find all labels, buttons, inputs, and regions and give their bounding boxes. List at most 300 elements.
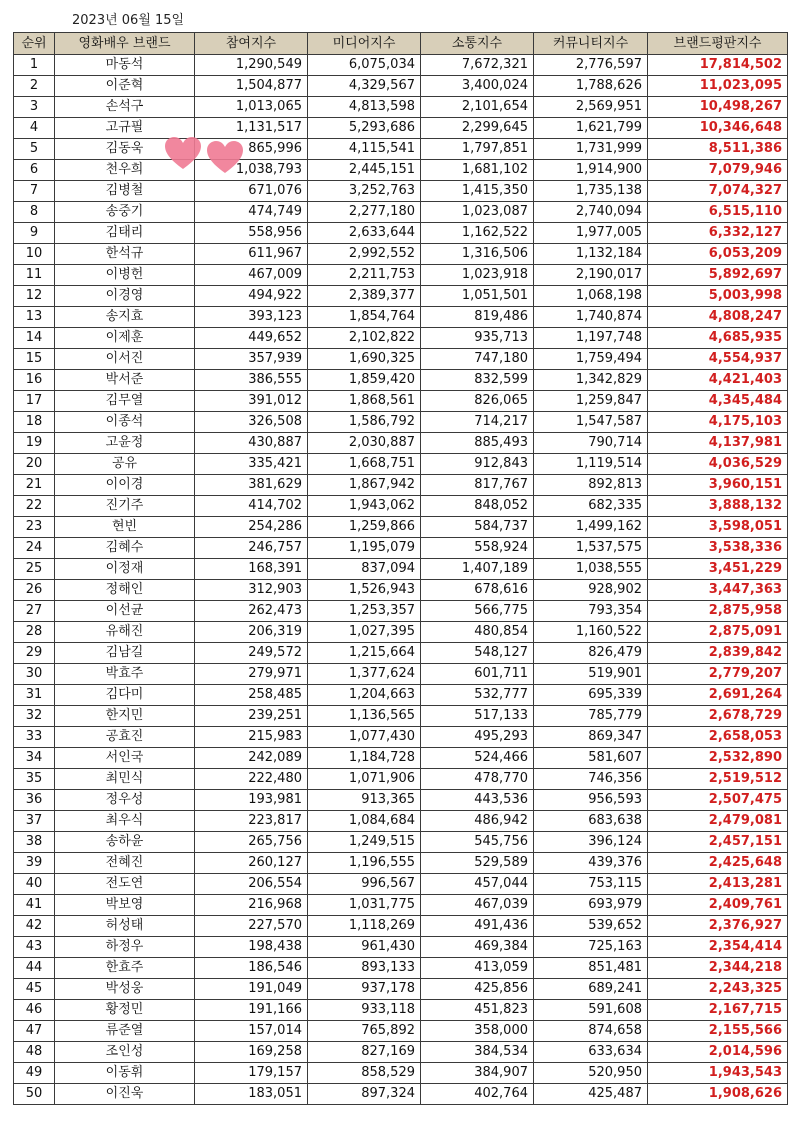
community-cell: 1,735,138 bbox=[534, 181, 648, 202]
actor-name-cell: 조인성 bbox=[55, 1042, 195, 1063]
media-cell: 1,184,728 bbox=[308, 748, 421, 769]
table-row bbox=[14, 76, 788, 97]
actor-name-cell: 고규필 bbox=[55, 118, 195, 139]
table-row bbox=[14, 454, 788, 475]
community-cell: 520,950 bbox=[534, 1063, 648, 1084]
header-rank: 순위 bbox=[14, 33, 55, 55]
participation-cell: 246,757 bbox=[195, 538, 308, 559]
media-cell: 937,178 bbox=[308, 979, 421, 1000]
communication-cell: 529,589 bbox=[421, 853, 534, 874]
participation-cell: 249,572 bbox=[195, 643, 308, 664]
table-row bbox=[14, 790, 788, 811]
brand-score-cell: 3,598,051 bbox=[648, 517, 788, 538]
brand-score-cell: 6,053,209 bbox=[648, 244, 788, 265]
participation-cell: 611,967 bbox=[195, 244, 308, 265]
media-cell: 1,136,565 bbox=[308, 706, 421, 727]
actor-name-cell: 이이경 bbox=[55, 475, 195, 496]
rank-cell: 2 bbox=[14, 76, 55, 97]
media-cell: 1,204,663 bbox=[308, 685, 421, 706]
rank-cell: 47 bbox=[14, 1021, 55, 1042]
communication-cell: 678,616 bbox=[421, 580, 534, 601]
table-row bbox=[14, 601, 788, 622]
communication-cell: 3,400,024 bbox=[421, 76, 534, 97]
community-cell: 1,537,575 bbox=[534, 538, 648, 559]
communication-cell: 384,907 bbox=[421, 1063, 534, 1084]
brand-score-cell: 2,519,512 bbox=[648, 769, 788, 790]
community-cell: 683,638 bbox=[534, 811, 648, 832]
communication-cell: 558,924 bbox=[421, 538, 534, 559]
table-row bbox=[14, 643, 788, 664]
participation-cell: 258,485 bbox=[195, 685, 308, 706]
communication-cell: 491,436 bbox=[421, 916, 534, 937]
communication-cell: 425,856 bbox=[421, 979, 534, 1000]
brand-score-cell: 10,346,648 bbox=[648, 118, 788, 139]
table-row bbox=[14, 727, 788, 748]
brand-score-cell: 5,892,697 bbox=[648, 265, 788, 286]
rank-cell: 31 bbox=[14, 685, 55, 706]
media-cell: 1,118,269 bbox=[308, 916, 421, 937]
rank-cell: 37 bbox=[14, 811, 55, 832]
communication-cell: 548,127 bbox=[421, 643, 534, 664]
actor-name-cell: 전혜진 bbox=[55, 853, 195, 874]
participation-cell: 183,051 bbox=[195, 1084, 308, 1105]
community-cell: 892,813 bbox=[534, 475, 648, 496]
media-cell: 4,813,598 bbox=[308, 97, 421, 118]
brand-score-cell: 7,074,327 bbox=[648, 181, 788, 202]
rank-cell: 16 bbox=[14, 370, 55, 391]
brand-score-cell: 6,515,110 bbox=[648, 202, 788, 223]
table-row bbox=[14, 412, 788, 433]
table-row bbox=[14, 349, 788, 370]
communication-cell: 566,775 bbox=[421, 601, 534, 622]
rank-cell: 25 bbox=[14, 559, 55, 580]
community-cell: 2,776,597 bbox=[534, 55, 648, 76]
actor-name-cell: 황정민 bbox=[55, 1000, 195, 1021]
community-cell: 693,979 bbox=[534, 895, 648, 916]
communication-cell: 601,711 bbox=[421, 664, 534, 685]
communication-cell: 826,065 bbox=[421, 391, 534, 412]
communication-cell: 747,180 bbox=[421, 349, 534, 370]
brand-score-cell: 2,409,761 bbox=[648, 895, 788, 916]
community-cell: 695,339 bbox=[534, 685, 648, 706]
community-cell: 826,479 bbox=[534, 643, 648, 664]
brand-score-cell: 10,498,267 bbox=[648, 97, 788, 118]
brand-score-cell: 4,554,937 bbox=[648, 349, 788, 370]
participation-cell: 1,013,065 bbox=[195, 97, 308, 118]
community-cell: 519,901 bbox=[534, 664, 648, 685]
communication-cell: 495,293 bbox=[421, 727, 534, 748]
actor-name-cell: 한지민 bbox=[55, 706, 195, 727]
table-row bbox=[14, 811, 788, 832]
actor-name-cell: 류준열 bbox=[55, 1021, 195, 1042]
brand-score-cell: 2,425,648 bbox=[648, 853, 788, 874]
rank-cell: 28 bbox=[14, 622, 55, 643]
table-row bbox=[14, 958, 788, 979]
actor-name-cell: 김남길 bbox=[55, 643, 195, 664]
media-cell: 1,077,430 bbox=[308, 727, 421, 748]
actor-name-cell: 전도연 bbox=[55, 874, 195, 895]
media-cell: 897,324 bbox=[308, 1084, 421, 1105]
media-cell: 2,211,753 bbox=[308, 265, 421, 286]
participation-cell: 312,903 bbox=[195, 580, 308, 601]
table-row bbox=[14, 286, 788, 307]
brand-score-cell: 7,079,946 bbox=[648, 160, 788, 181]
participation-cell: 186,546 bbox=[195, 958, 308, 979]
hearts-decoration bbox=[163, 135, 245, 175]
media-cell: 1,377,624 bbox=[308, 664, 421, 685]
participation-cell: 326,508 bbox=[195, 412, 308, 433]
rank-cell: 18 bbox=[14, 412, 55, 433]
brand-score-cell: 2,167,715 bbox=[648, 1000, 788, 1021]
rank-cell: 21 bbox=[14, 475, 55, 496]
media-cell: 893,133 bbox=[308, 958, 421, 979]
communication-cell: 480,854 bbox=[421, 622, 534, 643]
brand-score-cell: 17,814,502 bbox=[648, 55, 788, 76]
community-cell: 633,634 bbox=[534, 1042, 648, 1063]
participation-cell: 242,089 bbox=[195, 748, 308, 769]
rank-cell: 41 bbox=[14, 895, 55, 916]
communication-cell: 402,764 bbox=[421, 1084, 534, 1105]
community-cell: 869,347 bbox=[534, 727, 648, 748]
community-cell: 1,068,198 bbox=[534, 286, 648, 307]
rank-cell: 11 bbox=[14, 265, 55, 286]
brand-score-cell: 2,354,414 bbox=[648, 937, 788, 958]
rank-cell: 6 bbox=[14, 160, 55, 181]
rank-cell: 15 bbox=[14, 349, 55, 370]
community-cell: 591,608 bbox=[534, 1000, 648, 1021]
rank-cell: 45 bbox=[14, 979, 55, 1000]
actor-name-cell: 박성웅 bbox=[55, 979, 195, 1000]
table-row bbox=[14, 538, 788, 559]
media-cell: 3,252,763 bbox=[308, 181, 421, 202]
brand-score-cell: 2,413,281 bbox=[648, 874, 788, 895]
rank-cell: 44 bbox=[14, 958, 55, 979]
rank-cell: 32 bbox=[14, 706, 55, 727]
actor-name-cell: 박보영 bbox=[55, 895, 195, 916]
communication-cell: 885,493 bbox=[421, 433, 534, 454]
community-cell: 1,977,005 bbox=[534, 223, 648, 244]
table-row bbox=[14, 1084, 788, 1105]
media-cell: 5,293,686 bbox=[308, 118, 421, 139]
participation-cell: 494,922 bbox=[195, 286, 308, 307]
table-row bbox=[14, 979, 788, 1000]
participation-cell: 279,971 bbox=[195, 664, 308, 685]
rank-cell: 13 bbox=[14, 307, 55, 328]
rank-cell: 34 bbox=[14, 748, 55, 769]
community-cell: 725,163 bbox=[534, 937, 648, 958]
table-row bbox=[14, 706, 788, 727]
participation-cell: 393,123 bbox=[195, 307, 308, 328]
media-cell: 1,526,943 bbox=[308, 580, 421, 601]
participation-cell: 335,421 bbox=[195, 454, 308, 475]
rank-cell: 36 bbox=[14, 790, 55, 811]
community-cell: 1,740,874 bbox=[534, 307, 648, 328]
media-cell: 6,075,034 bbox=[308, 55, 421, 76]
participation-cell: 449,652 bbox=[195, 328, 308, 349]
actor-name-cell: 박서준 bbox=[55, 370, 195, 391]
rank-cell: 50 bbox=[14, 1084, 55, 1105]
community-cell: 439,376 bbox=[534, 853, 648, 874]
rank-cell: 43 bbox=[14, 937, 55, 958]
brand-score-cell: 4,808,247 bbox=[648, 307, 788, 328]
communication-cell: 1,407,189 bbox=[421, 559, 534, 580]
table-row bbox=[14, 1000, 788, 1021]
header-communication: 소통지수 bbox=[421, 33, 534, 55]
rank-cell: 30 bbox=[14, 664, 55, 685]
brand-score-cell: 4,685,935 bbox=[648, 328, 788, 349]
table-row bbox=[14, 97, 788, 118]
rank-cell: 17 bbox=[14, 391, 55, 412]
communication-cell: 848,052 bbox=[421, 496, 534, 517]
actor-name-cell: 이진욱 bbox=[55, 1084, 195, 1105]
media-cell: 1,253,357 bbox=[308, 601, 421, 622]
media-cell: 765,892 bbox=[308, 1021, 421, 1042]
actor-name-cell: 손석구 bbox=[55, 97, 195, 118]
actor-name-cell: 현빈 bbox=[55, 517, 195, 538]
brand-score-cell: 8,511,386 bbox=[648, 139, 788, 160]
actor-name-cell: 한효주 bbox=[55, 958, 195, 979]
participation-cell: 865,996 bbox=[195, 139, 308, 160]
communication-cell: 545,756 bbox=[421, 832, 534, 853]
communication-cell: 1,023,087 bbox=[421, 202, 534, 223]
participation-cell: 357,939 bbox=[195, 349, 308, 370]
actor-name-cell: 한석규 bbox=[55, 244, 195, 265]
brand-score-cell: 2,691,264 bbox=[648, 685, 788, 706]
actor-name-cell: 이선균 bbox=[55, 601, 195, 622]
rank-cell: 3 bbox=[14, 97, 55, 118]
media-cell: 4,115,541 bbox=[308, 139, 421, 160]
actor-name-cell: 이정재 bbox=[55, 559, 195, 580]
communication-cell: 1,681,102 bbox=[421, 160, 534, 181]
media-cell: 2,277,180 bbox=[308, 202, 421, 223]
header-media: 미디어지수 bbox=[308, 33, 421, 55]
media-cell: 1,259,866 bbox=[308, 517, 421, 538]
actor-name-cell: 이서진 bbox=[55, 349, 195, 370]
actor-name-cell: 최우식 bbox=[55, 811, 195, 832]
actor-name-cell: 마동석 bbox=[55, 55, 195, 76]
brand-score-cell: 4,175,103 bbox=[648, 412, 788, 433]
media-cell: 1,854,764 bbox=[308, 307, 421, 328]
media-cell: 2,030,887 bbox=[308, 433, 421, 454]
community-cell: 1,759,494 bbox=[534, 349, 648, 370]
communication-cell: 832,599 bbox=[421, 370, 534, 391]
community-cell: 1,342,829 bbox=[534, 370, 648, 391]
brand-score-cell: 2,875,091 bbox=[648, 622, 788, 643]
table-row bbox=[14, 832, 788, 853]
actor-name-cell: 김병철 bbox=[55, 181, 195, 202]
actor-name-cell: 정해인 bbox=[55, 580, 195, 601]
header-brand-score: 브랜드평판지수 bbox=[648, 33, 788, 55]
rank-cell: 12 bbox=[14, 286, 55, 307]
table-row bbox=[14, 391, 788, 412]
rank-cell: 20 bbox=[14, 454, 55, 475]
rank-cell: 1 bbox=[14, 55, 55, 76]
brand-score-cell: 2,014,596 bbox=[648, 1042, 788, 1063]
communication-cell: 714,217 bbox=[421, 412, 534, 433]
communication-cell: 517,133 bbox=[421, 706, 534, 727]
communication-cell: 1,415,350 bbox=[421, 181, 534, 202]
table-row bbox=[14, 244, 788, 265]
participation-cell: 558,956 bbox=[195, 223, 308, 244]
community-cell: 1,038,555 bbox=[534, 559, 648, 580]
brand-score-cell: 6,332,127 bbox=[648, 223, 788, 244]
media-cell: 1,868,561 bbox=[308, 391, 421, 412]
media-cell: 913,365 bbox=[308, 790, 421, 811]
participation-cell: 265,756 bbox=[195, 832, 308, 853]
participation-cell: 179,157 bbox=[195, 1063, 308, 1084]
brand-score-cell: 2,839,842 bbox=[648, 643, 788, 664]
community-cell: 790,714 bbox=[534, 433, 648, 454]
participation-cell: 169,258 bbox=[195, 1042, 308, 1063]
communication-cell: 912,843 bbox=[421, 454, 534, 475]
community-cell: 874,658 bbox=[534, 1021, 648, 1042]
brand-score-cell: 2,479,081 bbox=[648, 811, 788, 832]
community-cell: 753,115 bbox=[534, 874, 648, 895]
brand-score-cell: 4,345,484 bbox=[648, 391, 788, 412]
community-cell: 539,652 bbox=[534, 916, 648, 937]
community-cell: 1,621,799 bbox=[534, 118, 648, 139]
actor-name-cell: 이경영 bbox=[55, 286, 195, 307]
table-row bbox=[14, 265, 788, 286]
actor-name-cell: 최민식 bbox=[55, 769, 195, 790]
table-row bbox=[14, 328, 788, 349]
communication-cell: 532,777 bbox=[421, 685, 534, 706]
table-row bbox=[14, 622, 788, 643]
rank-cell: 14 bbox=[14, 328, 55, 349]
actor-name-cell: 서인국 bbox=[55, 748, 195, 769]
brand-score-cell: 2,678,729 bbox=[648, 706, 788, 727]
brand-score-cell: 3,538,336 bbox=[648, 538, 788, 559]
table-row bbox=[14, 55, 788, 76]
participation-cell: 157,014 bbox=[195, 1021, 308, 1042]
media-cell: 1,196,555 bbox=[308, 853, 421, 874]
communication-cell: 584,737 bbox=[421, 517, 534, 538]
communication-cell: 2,299,645 bbox=[421, 118, 534, 139]
communication-cell: 1,023,918 bbox=[421, 265, 534, 286]
participation-cell: 198,438 bbox=[195, 937, 308, 958]
community-cell: 1,788,626 bbox=[534, 76, 648, 97]
actor-name-cell: 박효주 bbox=[55, 664, 195, 685]
brand-score-cell: 2,243,325 bbox=[648, 979, 788, 1000]
participation-cell: 227,570 bbox=[195, 916, 308, 937]
community-cell: 689,241 bbox=[534, 979, 648, 1000]
brand-score-cell: 4,421,403 bbox=[648, 370, 788, 391]
community-cell: 1,132,184 bbox=[534, 244, 648, 265]
communication-cell: 413,059 bbox=[421, 958, 534, 979]
participation-cell: 467,009 bbox=[195, 265, 308, 286]
participation-cell: 168,391 bbox=[195, 559, 308, 580]
table-row bbox=[14, 895, 788, 916]
community-cell: 785,779 bbox=[534, 706, 648, 727]
media-cell: 4,329,567 bbox=[308, 76, 421, 97]
community-cell: 2,740,094 bbox=[534, 202, 648, 223]
participation-cell: 1,290,549 bbox=[195, 55, 308, 76]
table-row bbox=[14, 118, 788, 139]
communication-cell: 2,101,654 bbox=[421, 97, 534, 118]
table-row bbox=[14, 433, 788, 454]
actor-name-cell: 송하윤 bbox=[55, 832, 195, 853]
table-row bbox=[14, 685, 788, 706]
participation-cell: 239,251 bbox=[195, 706, 308, 727]
community-cell: 851,481 bbox=[534, 958, 648, 979]
table-row bbox=[14, 181, 788, 202]
participation-cell: 193,981 bbox=[195, 790, 308, 811]
communication-cell: 451,823 bbox=[421, 1000, 534, 1021]
rank-cell: 23 bbox=[14, 517, 55, 538]
media-cell: 1,859,420 bbox=[308, 370, 421, 391]
community-cell: 581,607 bbox=[534, 748, 648, 769]
participation-cell: 381,629 bbox=[195, 475, 308, 496]
actor-name-cell: 김무열 bbox=[55, 391, 195, 412]
header-participation: 참여지수 bbox=[195, 33, 308, 55]
media-cell: 1,867,942 bbox=[308, 475, 421, 496]
participation-cell: 430,887 bbox=[195, 433, 308, 454]
brand-score-cell: 3,447,363 bbox=[648, 580, 788, 601]
rank-cell: 38 bbox=[14, 832, 55, 853]
rank-cell: 35 bbox=[14, 769, 55, 790]
participation-cell: 262,473 bbox=[195, 601, 308, 622]
communication-cell: 384,534 bbox=[421, 1042, 534, 1063]
table-row bbox=[14, 223, 788, 244]
rank-cell: 9 bbox=[14, 223, 55, 244]
media-cell: 1,195,079 bbox=[308, 538, 421, 559]
actor-name-cell: 송중기 bbox=[55, 202, 195, 223]
rank-cell: 19 bbox=[14, 433, 55, 454]
table-row bbox=[14, 1042, 788, 1063]
actor-name-cell: 공유 bbox=[55, 454, 195, 475]
actor-name-cell: 이제훈 bbox=[55, 328, 195, 349]
table-header-row bbox=[14, 33, 788, 55]
participation-cell: 223,817 bbox=[195, 811, 308, 832]
brand-score-cell: 3,451,229 bbox=[648, 559, 788, 580]
rank-cell: 39 bbox=[14, 853, 55, 874]
table-row bbox=[14, 664, 788, 685]
actor-name-cell: 고윤정 bbox=[55, 433, 195, 454]
participation-cell: 1,504,877 bbox=[195, 76, 308, 97]
actor-name-cell: 이종석 bbox=[55, 412, 195, 433]
community-cell: 1,259,847 bbox=[534, 391, 648, 412]
media-cell: 1,943,062 bbox=[308, 496, 421, 517]
community-cell: 682,335 bbox=[534, 496, 648, 517]
communication-cell: 467,039 bbox=[421, 895, 534, 916]
media-cell: 2,992,552 bbox=[308, 244, 421, 265]
participation-cell: 191,166 bbox=[195, 1000, 308, 1021]
brand-score-cell: 4,137,981 bbox=[648, 433, 788, 454]
brand-score-cell: 1,943,543 bbox=[648, 1063, 788, 1084]
communication-cell: 819,486 bbox=[421, 307, 534, 328]
participation-cell: 215,983 bbox=[195, 727, 308, 748]
communication-cell: 358,000 bbox=[421, 1021, 534, 1042]
table-row bbox=[14, 874, 788, 895]
media-cell: 1,249,515 bbox=[308, 832, 421, 853]
media-cell: 1,031,775 bbox=[308, 895, 421, 916]
rank-cell: 5 bbox=[14, 139, 55, 160]
participation-cell: 671,076 bbox=[195, 181, 308, 202]
brand-score-cell: 11,023,095 bbox=[648, 76, 788, 97]
rank-cell: 4 bbox=[14, 118, 55, 139]
actor-name-cell: 진기주 bbox=[55, 496, 195, 517]
rank-cell: 33 bbox=[14, 727, 55, 748]
report-date: 2023년 06월 15일 bbox=[72, 13, 185, 28]
community-cell: 2,569,951 bbox=[534, 97, 648, 118]
communication-cell: 478,770 bbox=[421, 769, 534, 790]
actor-name-cell: 허성태 bbox=[55, 916, 195, 937]
actor-name-cell: 이병헌 bbox=[55, 265, 195, 286]
actor-name-cell: 김다미 bbox=[55, 685, 195, 706]
table-row bbox=[14, 1063, 788, 1084]
table-row bbox=[14, 937, 788, 958]
table-row bbox=[14, 139, 788, 160]
